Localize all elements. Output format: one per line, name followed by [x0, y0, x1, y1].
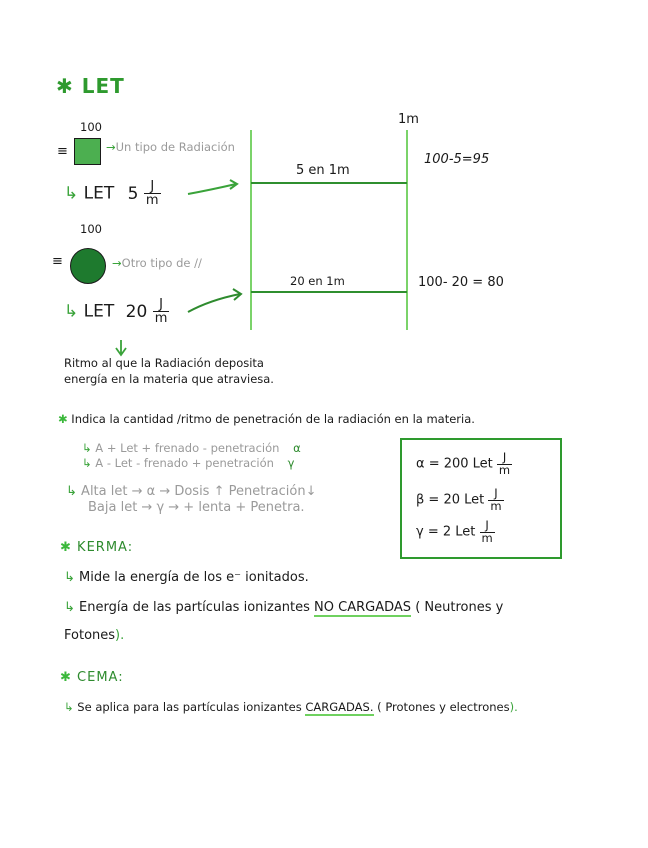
square-caption: →Un tipo de Radiación [106, 140, 235, 154]
circle-caption: →Otro tipo de // [112, 256, 202, 270]
return-arrow-icon: ↳ [64, 301, 79, 322]
kerma-line-1: ↳ Mide la energía de los e⁻ ionitados. [64, 570, 309, 585]
high-let-line: ↳ Alta let → α → Dosis ↑ Penetración↓ [66, 484, 317, 499]
arrow-down-icon [116, 340, 126, 355]
end-line [406, 130, 408, 330]
low-let-line: Baja let → γ → + lenta + Penetra. [88, 500, 305, 515]
let-values-box [400, 438, 562, 559]
kerma-title: ✱ KERMA: [60, 540, 134, 555]
arrow-right-icon: → [112, 256, 122, 270]
path-line-2 [251, 291, 407, 293]
let-definition-1: Ritmo al que la Radiación deposita [64, 356, 264, 370]
motion-lines-icon: ≡ [52, 254, 63, 269]
motion-lines-icon: ≡ [57, 144, 68, 159]
asterisk-icon: ✱ [58, 412, 68, 426]
arrow-right-icon [188, 184, 236, 194]
alpha-value: α = 200 Let $\frac{J}{m}$ [416, 450, 511, 477]
arrow-right-icon [188, 294, 240, 312]
indicator-line: ✱ Indica la cantidad /ritmo de penetración de la radiación en la materia. [58, 412, 475, 426]
return-arrow-icon: ↳ [64, 183, 79, 204]
arrow-right-icon: → [106, 140, 116, 154]
meter-label: 1m [398, 112, 419, 127]
gamma-line: ↳ A - Let - frenado + penetración γ [82, 456, 295, 470]
row2-result: 100- 20 = 80 [418, 275, 504, 290]
gamma-value: γ = 2 Let $\frac{J}{m}$ [416, 518, 493, 545]
cema-line: ↳ Se aplica para las partículas ionizantes CARGADAS. ( Protones y electrones). [64, 700, 518, 714]
return-arrow-icon: ↳ [82, 441, 92, 455]
let-20-row: ↳ LET 20 $\frac{J}{m}$ [64, 297, 168, 326]
circle-count: 100 [80, 222, 102, 236]
row1-label: 5 en 1m [296, 163, 350, 178]
return-arrow-icon: ↳ [64, 700, 74, 714]
start-line [250, 130, 252, 330]
asterisk-icon: ✱ [60, 670, 72, 685]
row2-label: 20 en 1m [290, 274, 345, 288]
asterisk-icon: ✱ [56, 74, 74, 98]
let-definition-2: energía en la materia que atraviesa. [64, 372, 274, 386]
return-arrow-icon: ↳ [66, 484, 77, 499]
alpha-line: ↳ A + Let + frenado - penetración α [82, 441, 301, 455]
asterisk-icon: ✱ [60, 540, 72, 555]
unit-fraction: $\frac{J}{m}$ [145, 179, 159, 208]
let-title: ✱ LET [56, 74, 125, 98]
return-arrow-icon: ↳ [64, 600, 75, 615]
return-arrow-icon: ↳ [64, 570, 75, 585]
row1-result: 100-5=95 [424, 152, 490, 167]
square-count: 100 [80, 120, 102, 134]
return-arrow-icon: ↳ [82, 456, 92, 470]
cema-title: ✱ CEMA: [60, 670, 124, 685]
path-line-1 [251, 182, 407, 184]
let-5-row: ↳ LET 5 $\frac{J}{m}$ [64, 179, 159, 208]
kerma-line-3: Fotones). [64, 628, 125, 643]
kerma-line-2: ↳ Energía de las partículas ionizantes NO CARGADAS ( Neutrones y [64, 600, 504, 615]
beta-value: β = 20 Let $\frac{J}{m}$ [416, 486, 502, 513]
unit-fraction: $\frac{J}{m}$ [154, 297, 168, 326]
